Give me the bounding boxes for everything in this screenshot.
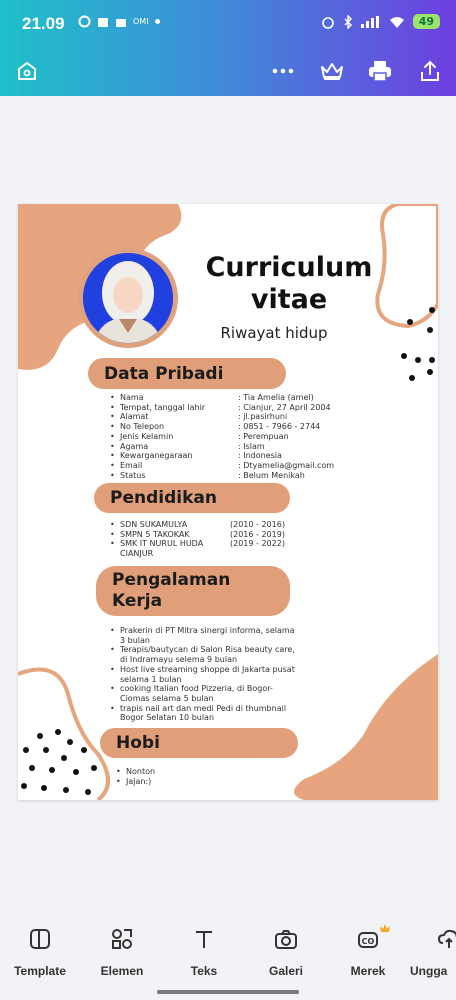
- personal-value: : Indonesia: [238, 451, 282, 461]
- personal-value: : 0851 - 7966 - 2744: [238, 422, 321, 432]
- section-header-education: Pendidikan: [94, 483, 290, 513]
- personal-row: [110, 422, 410, 432]
- personal-label: • Kewarganegaraan: [120, 451, 193, 461]
- print-button[interactable]: [366, 58, 394, 84]
- education-row: [110, 530, 330, 540]
- crown-icon: [320, 61, 344, 81]
- personal-data-list: [110, 393, 410, 480]
- tool-label: Ungga: [410, 964, 448, 978]
- tool-gallery[interactable]: [246, 924, 326, 978]
- school-years: (2010 - 2016): [230, 520, 285, 529]
- personal-row: [110, 471, 410, 481]
- personal-row: [110, 442, 410, 452]
- notification-icons: [78, 15, 160, 28]
- school-years: (2019 - 2022): [230, 539, 285, 549]
- school-name: • SDN SUKAMULYA: [120, 520, 188, 529]
- school-name: • SMPN 5 TAKOKAK: [120, 529, 190, 539]
- personal-row: [110, 432, 410, 442]
- section-header-personal: Data Pribadi: [88, 358, 286, 389]
- personal-value: : Cianjur, 27 April 2004: [238, 402, 331, 412]
- sync-icon: [78, 15, 91, 28]
- hobby-item: • Jajan:): [116, 777, 236, 787]
- experience-item: • Host live streaming shoppe di Jakarta pusat selama 1 bulan: [110, 665, 300, 684]
- shop-icon: [115, 16, 127, 28]
- dot-icon: [155, 19, 160, 24]
- alarm-icon: [321, 15, 335, 29]
- personal-label: • Email: [120, 460, 143, 470]
- education-list: [110, 520, 330, 559]
- premium-button[interactable]: [318, 58, 346, 84]
- personal-label: • Jenis Kelamin: [120, 431, 174, 441]
- wifi-icon: [389, 16, 405, 28]
- top-app-bar: [0, 0, 456, 96]
- share-button[interactable]: [416, 58, 444, 84]
- experience-item: • trapis nail art dan medi Pedi di thumbnail Bogor Selatan 10 bulan: [110, 704, 300, 723]
- share-icon: [419, 60, 441, 82]
- gesture-handle[interactable]: [157, 990, 299, 994]
- personal-row: [110, 393, 410, 403]
- status-bar: [0, 0, 456, 48]
- template-icon: [28, 927, 52, 951]
- tool-elements[interactable]: [82, 924, 162, 978]
- school-name: • SMK IT NURUL HUDA CIANJUR: [120, 539, 204, 559]
- personal-value: : Dtyamelia@gmail.com: [238, 460, 335, 470]
- brand-icon: [356, 927, 380, 951]
- bluetooth-icon: [343, 15, 353, 29]
- personal-value: : Islam: [238, 441, 265, 451]
- tool-brand[interactable]: [328, 924, 408, 978]
- home-button[interactable]: [14, 58, 40, 84]
- status-time: 21.09: [22, 14, 65, 33]
- personal-label: • Agama: [120, 441, 149, 451]
- tool-label: Teks: [190, 964, 218, 978]
- upload-icon: [438, 928, 456, 950]
- cv-canvas[interactable]: [18, 204, 438, 800]
- personal-value: : Tia Amelia (amel): [238, 393, 314, 402]
- premium-crown-icon: [380, 924, 390, 932]
- personal-row: [110, 461, 410, 471]
- personal-row: [110, 403, 410, 413]
- tool-text[interactable]: [164, 924, 244, 978]
- cv-subtitle: Riwayat hidup: [220, 324, 328, 342]
- hobby-item: • Nonton: [116, 767, 236, 777]
- tool-label: Merek: [350, 964, 386, 978]
- profile-photo: [78, 248, 178, 348]
- decor-blob-bottom-right: [284, 654, 438, 800]
- text-icon: [193, 928, 215, 950]
- experience-list: [110, 626, 300, 723]
- person-avatar-icon: [83, 253, 173, 343]
- personal-value: : Belum Menikah: [238, 470, 305, 480]
- elements-icon: [110, 927, 134, 951]
- personal-label: • Nama: [120, 393, 144, 402]
- education-row: [110, 539, 330, 558]
- experience-item: • cooking Italian food Pizzeria, di Bogor-Ciomas selama 5 bulan: [110, 684, 300, 703]
- personal-label: • Alamat: [120, 412, 149, 422]
- education-row: [110, 520, 330, 530]
- experience-item: • Prakerin di PT Mitra sinergi informa, selama 3 bulan: [110, 626, 300, 645]
- tool-label: Template: [14, 964, 66, 978]
- section-header-experience: Pengalaman Kerja: [96, 566, 290, 616]
- decor-dots-left: [18, 728, 108, 800]
- cv-title: Curriculum vitae: [205, 252, 373, 315]
- personal-row: [110, 451, 410, 461]
- experience-item: • Terapis/bautycan di Salon Risa beauty care, di Indramayu selema 9 bulan: [110, 645, 300, 664]
- tool-upload[interactable]: [410, 924, 456, 978]
- more-button[interactable]: [270, 58, 296, 84]
- personal-label: • Status: [120, 470, 146, 480]
- camera-icon: [274, 928, 298, 950]
- notif-label: OMI: [133, 17, 149, 26]
- bottom-toolbar: [0, 908, 456, 1000]
- more-icon: [272, 68, 294, 74]
- tool-template[interactable]: [0, 924, 80, 978]
- calendar-icon: [97, 16, 109, 28]
- signal-icon: [361, 16, 381, 28]
- system-icons: [321, 14, 440, 29]
- personal-value: : Perempuan: [238, 431, 289, 441]
- personal-value: : jl.pasirhuni: [238, 412, 288, 422]
- hobbies-list: [116, 767, 236, 786]
- svg-text:CO: CO: [361, 937, 375, 946]
- home-icon: [16, 60, 38, 82]
- tool-label: Galeri: [268, 964, 304, 978]
- personal-label: • No Telepon: [120, 422, 165, 432]
- personal-label: • Tempat, tanggal lahir: [120, 402, 206, 412]
- school-years: (2016 - 2019): [230, 529, 285, 539]
- section-header-hobbies: Hobi: [100, 728, 298, 758]
- battery-indicator: 49: [413, 14, 440, 29]
- decor-dots-right: [396, 302, 438, 387]
- print-icon: [368, 60, 392, 82]
- personal-row: [110, 412, 410, 422]
- tool-label: Elemen: [100, 964, 144, 978]
